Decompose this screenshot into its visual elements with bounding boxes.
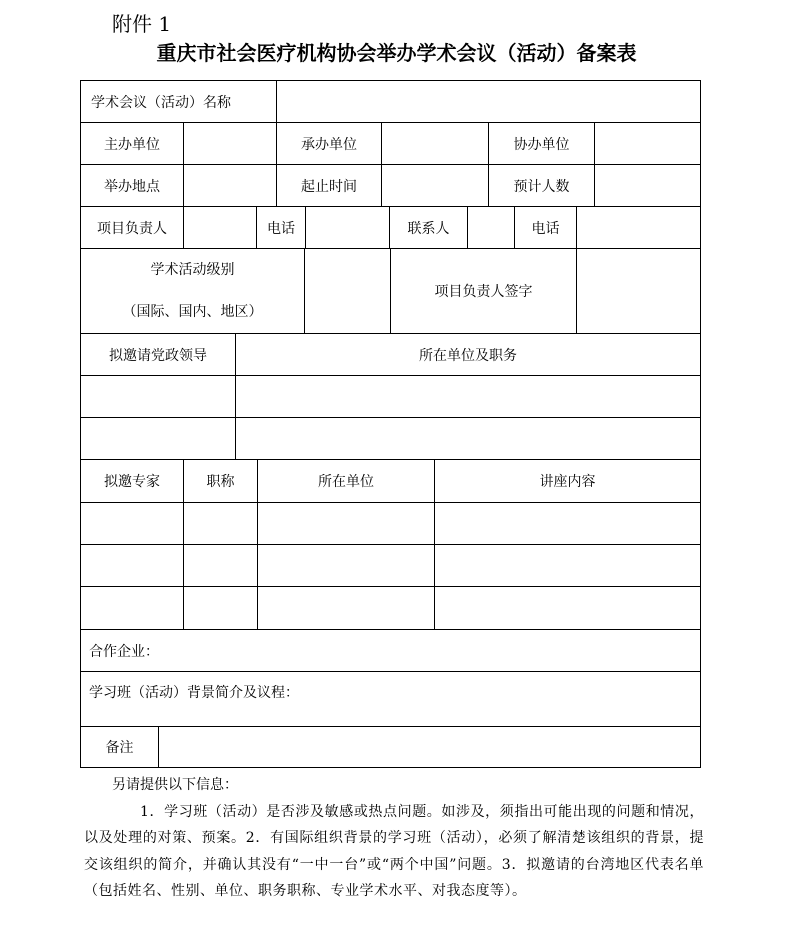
phone-field[interactable] [306,207,390,248]
host-label: 主办单位 [81,123,184,164]
organizer-label: 承办单位 [277,123,382,164]
row-partner [81,630,700,672]
row-contacts [81,207,700,249]
expert-title-label: 职称 [184,460,258,502]
meeting-name-field[interactable] [277,81,700,122]
level-field[interactable] [305,249,391,333]
row-leader-header [81,334,700,376]
lecture-label: 讲座内容 [539,474,596,490]
remarks-field[interactable] [159,727,700,767]
lecture-field[interactable] [435,545,700,586]
invited-expert-label: 拟邀专家 [81,460,184,502]
row-organizers [81,123,700,165]
row-level [81,249,700,334]
leader-row [81,418,700,460]
row-meeting-name [81,81,700,123]
leader-name-field[interactable] [81,418,236,459]
unit-position-label: 所在单位及职务 [419,347,517,364]
row-remarks [81,727,700,767]
meeting-name-label: 学术会议（活动）名称 [81,81,277,122]
leader-unit-field[interactable] [236,418,700,459]
partner-label: 合作企业： [89,643,159,660]
lecture-field[interactable] [435,587,700,629]
period-field[interactable] [382,165,489,206]
expert-unit-field[interactable] [258,503,435,544]
lecture-field[interactable] [435,503,700,544]
notes-section [84,772,704,905]
expert-name-field[interactable] [81,587,184,629]
host-field[interactable] [184,123,277,164]
filing-form-table [80,80,701,768]
row-venue [81,165,700,207]
expert-name-field[interactable] [81,545,184,586]
period-label: 起止时间 [277,165,382,206]
attendance-field[interactable] [595,165,700,206]
level-label-line1: 学术活动级别 [150,262,235,278]
leader-name-field[interactable] [81,376,236,417]
venue-label: 举办地点 [81,165,184,206]
expert-title-field[interactable] [184,503,258,544]
notes-body: 1．学习班（活动）是否涉及敏感或热点问题。如涉及，须指出可能出现的问题和情况，以及处理的对策、预案。2．有国际组织背景的学习班（活动），必须了解清楚该组织的背景，提交该组织的简介，并确认其没有“一中一台”或“两个中国”问题。3．拟邀请的台湾地区代表名单（包括姓名、性别、单位、职务职称、专业学术水平、对我态度等）。 [84,803,704,899]
invited-leader-label: 拟邀请党政领导 [81,334,236,375]
contact-label: 联系人 [390,207,468,248]
contact-field[interactable] [468,207,515,248]
row-background [81,672,700,727]
form-title: 重庆市社会医疗机构协会举办学术会议（活动）备案表 [156,41,637,65]
leader-row [81,376,700,418]
row-expert-header [81,460,700,503]
co-organizer-field[interactable] [595,123,700,164]
phone-label: 电话 [257,207,306,248]
venue-field[interactable] [184,165,277,206]
lead-signature-label: 项目负责人签字 [391,249,577,333]
project-lead-label: 项目负责人 [81,207,184,248]
project-lead-field[interactable] [184,207,257,248]
leader-unit-field[interactable] [236,376,700,417]
remarks-label: 备注 [81,727,159,767]
expert-unit-field[interactable] [258,587,435,629]
level-label-line2: （国际、国内、地区） [122,304,263,320]
expert-row [81,545,700,587]
level-label [81,249,305,333]
expert-row [81,587,700,630]
expert-title-field[interactable] [184,587,258,629]
expert-name-field[interactable] [81,503,184,544]
lead-signature-field[interactable] [577,249,700,333]
phone2-field[interactable] [577,207,700,248]
co-organizer-label: 协办单位 [489,123,595,164]
background-label: 学习班（活动）背景简介及议程： [89,685,299,701]
organizer-field[interactable] [382,123,489,164]
expert-row [81,503,700,545]
attendance-label: 预计人数 [489,165,595,206]
expert-unit-label: 所在单位 [258,460,435,502]
expert-title-field[interactable] [184,545,258,586]
phone2-label: 电话 [515,207,577,248]
notes-lead: 另请提供以下信息： [112,777,238,793]
expert-unit-field[interactable] [258,545,435,586]
attachment-label: 附件 1 [112,12,172,36]
